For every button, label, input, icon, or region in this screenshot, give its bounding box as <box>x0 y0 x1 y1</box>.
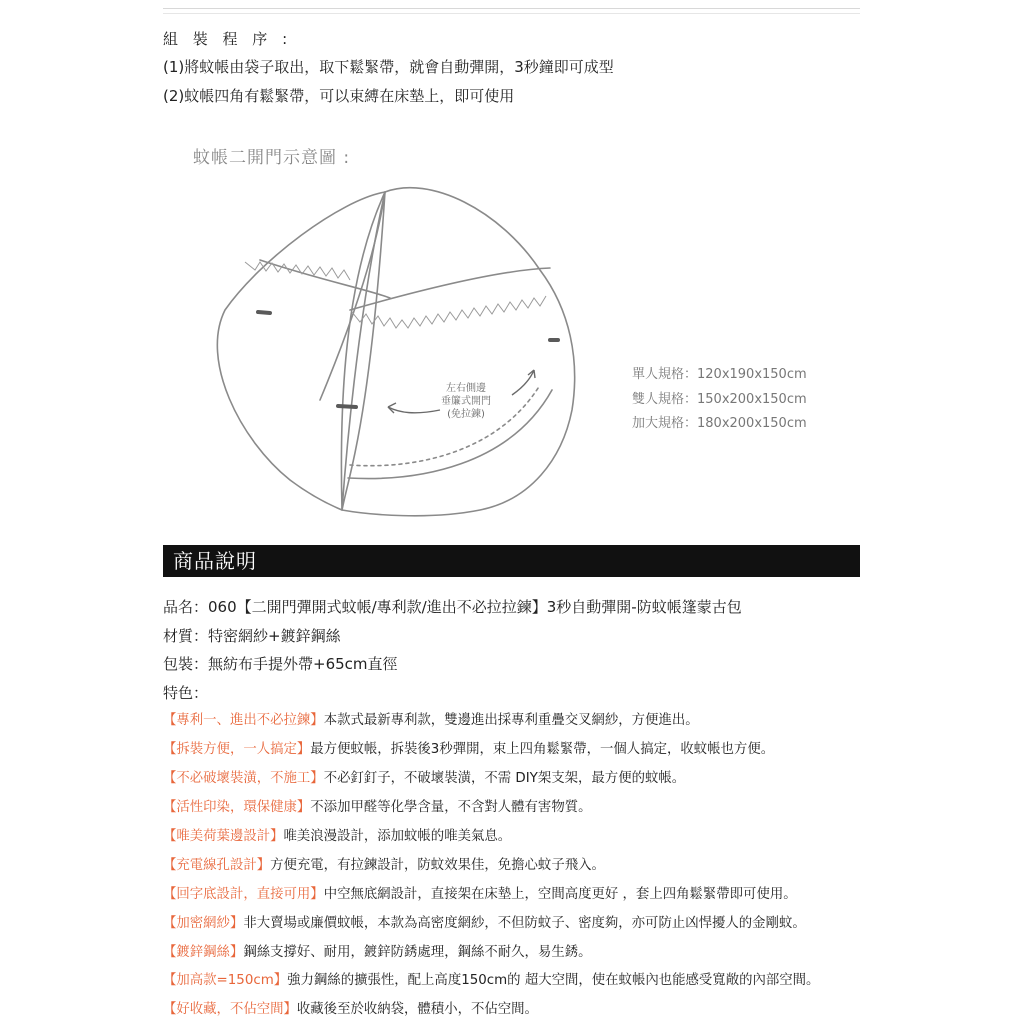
feature-tag: 【加密網紗】 <box>163 915 244 931</box>
tent-illustration <box>200 170 600 530</box>
top-divider <box>163 8 860 9</box>
feature-desc: 最方便蚊帳，拆裝後3秒彈開，束上四角鬆緊帶，一個人搞定，收蚊帳也方便。 <box>310 741 775 757</box>
feature-item <box>163 943 883 972</box>
feature-desc: 收藏後至於收納袋，體積小，不佔空間。 <box>296 1002 538 1018</box>
feature-desc: 本款式最新專利款，雙邊進出採專利重疊交叉網紗，方便進出。 <box>323 713 699 728</box>
product-info <box>163 597 883 712</box>
feature-item <box>163 740 883 769</box>
feature-tag: 【加高款=150cm】 <box>163 973 288 989</box>
feature-desc: 不必釘釘子，不破壞裝潢，不需 DIY架支架，最方便的蚊帳。 <box>323 770 686 786</box>
feature-desc: 非大賣場或廉價蚊帳，本款為高密度網紗，不但防蚊子、密度夠，亦可防止凶悍擾人的金剛蚊。 <box>243 915 806 931</box>
feature-item <box>163 971 883 1000</box>
feature-tag: 【專利一、進出不必拉鍊】 <box>163 713 324 728</box>
size-specs <box>632 363 807 437</box>
tent-diagram <box>200 170 600 530</box>
feature-desc: 鋼絲支撐好、耐用，鍍鋅防銹處理，鋼絲不耐久，易生銹。 <box>243 944 592 960</box>
product-packaging: 包裝：無紡布手提外帶+65cm直徑 <box>163 655 398 674</box>
feature-tag: 【不必破壞裝潢，不施工】 <box>163 770 324 786</box>
feature-item <box>163 1000 883 1029</box>
section-header <box>163 545 860 577</box>
feature-tag: 【鍍鋅鋼絲】 <box>163 944 244 960</box>
feature-desc: 中空無底網設計，直接架在床墊上，空間高度更好 ，套上四角鬆緊帶即可使用。 <box>323 886 797 902</box>
diagram-title: 蚊帳二開門示意圖 : <box>193 148 351 168</box>
feature-tag: 【唯美荷葉邊設計】 <box>163 828 284 844</box>
top-divider-secondary <box>163 13 860 14</box>
assembly-instructions <box>163 28 863 114</box>
feature-tag: 【好收藏，不佔空間】 <box>163 1002 297 1018</box>
annotation-line-1: 左右側邊 <box>446 383 486 394</box>
feature-item <box>163 827 883 856</box>
annotation-line-2: 垂簾式開門 <box>441 396 491 407</box>
assembly-heading: 組 裝 程 序 : <box>163 30 293 48</box>
feature-desc: 強力鋼絲的擴張性，配上高度150cm的 超大空間，使在蚊帳內也能感受寬敞的內部空間。 <box>287 973 820 989</box>
feature-tag: 【充電線孔設計】 <box>163 857 271 873</box>
feature-desc: 方便充電，有拉鍊設計，防蚊效果佳，免擔心蚊子飛入。 <box>270 857 605 873</box>
section-title: 商品說明 <box>173 549 257 573</box>
feature-tag: 【拆裝方便，一人搞定】 <box>163 741 311 757</box>
feature-item <box>163 856 883 885</box>
annotation-line-3: (免拉鍊) <box>447 409 485 420</box>
tent-left-panel <box>217 192 385 510</box>
feature-list <box>163 711 883 1029</box>
feature-item <box>163 769 883 798</box>
spec-king: 加大規格：180x200x150cm <box>632 416 807 431</box>
spec-single: 單人規格：120x190x150cm <box>632 367 807 382</box>
feature-item <box>163 914 883 943</box>
product-name: 品名：060【二開門彈開式蚊帳/專利款/進出不必拉拉鍊】3秒自動彈開-防蚊帳篷蒙古包 <box>163 598 742 616</box>
assembly-step-1: (1)將蚊帳由袋子取出，取下鬆緊帶，就會自動彈開，3秒鐘即可成型 <box>163 58 614 76</box>
feature-desc: 唯美浪漫設計，添加蚊帳的唯美氣息。 <box>283 828 512 844</box>
feature-item <box>163 798 883 827</box>
feature-item <box>163 711 883 740</box>
features-label: 特色： <box>163 684 209 703</box>
feature-desc: 不添加甲醛等化學含量，不含對人體有害物質。 <box>310 799 592 815</box>
feature-tag: 【活性印染，環保健康】 <box>163 799 311 815</box>
assembly-step-2: (2)蚊帳四角有鬆緊帶，可以束縛在床墊上，即可使用 <box>163 87 515 105</box>
feature-tag: 【回字底設計，直接可用】 <box>163 886 324 902</box>
product-material: 材質：特密網紗+鍍鋅鋼絲 <box>163 626 341 645</box>
feature-item <box>163 885 883 914</box>
spec-double: 雙人規格：150x200x150cm <box>632 391 807 407</box>
